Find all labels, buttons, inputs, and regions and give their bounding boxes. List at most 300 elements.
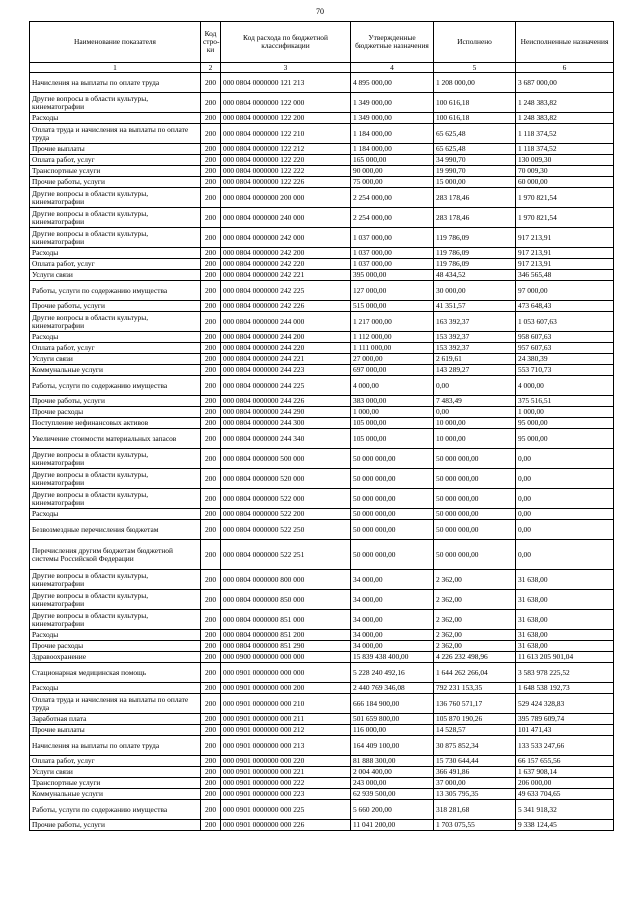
row-name: Оплата работ, услуг bbox=[30, 259, 201, 270]
row-executed: 19 990,70 bbox=[434, 166, 516, 177]
table-row bbox=[30, 177, 614, 188]
row-line-code: 200 bbox=[201, 177, 221, 188]
header-number: 6 bbox=[516, 63, 614, 73]
row-unexecuted: 4 000,00 bbox=[516, 376, 614, 396]
row-unexecuted: 5 341 918,32 bbox=[516, 800, 614, 820]
row-name: Работы, услуги по содержанию имущества bbox=[30, 281, 201, 301]
table-row bbox=[30, 449, 614, 469]
row-unexecuted: 1 053 607,63 bbox=[516, 312, 614, 332]
row-executed: 119 786,09 bbox=[434, 248, 516, 259]
row-name: Транспортные услуги bbox=[30, 166, 201, 177]
row-name: Оплата работ, услуг bbox=[30, 343, 201, 354]
row-name: Другие вопросы в области культуры, кинематографии bbox=[30, 93, 201, 113]
row-line-code: 200 bbox=[201, 248, 221, 259]
row-approved: 62 939 500,00 bbox=[351, 789, 434, 800]
row-expense-code: 000 0804 0000000 851 200 bbox=[221, 630, 351, 641]
header-unexecuted: Неисполненные назначения bbox=[516, 22, 614, 63]
header-number: 1 bbox=[30, 63, 201, 73]
row-unexecuted: 0,00 bbox=[516, 520, 614, 540]
row-approved: 50 000 000,00 bbox=[351, 449, 434, 469]
row-expense-code: 000 0804 0000000 851 290 bbox=[221, 641, 351, 652]
row-unexecuted: 3 687 000,00 bbox=[516, 73, 614, 93]
header-executed: Исполнено bbox=[434, 22, 516, 63]
table-row bbox=[30, 354, 614, 365]
row-line-code: 200 bbox=[201, 767, 221, 778]
row-name: Другие вопросы в области культуры, кинематографии bbox=[30, 208, 201, 228]
table-row bbox=[30, 520, 614, 540]
row-name: Другие вопросы в области культуры, кинематографии bbox=[30, 449, 201, 469]
row-expense-code: 000 0804 0000000 122 000 bbox=[221, 93, 351, 113]
table-row bbox=[30, 756, 614, 767]
row-line-code: 200 bbox=[201, 208, 221, 228]
row-executed: 48 434,52 bbox=[434, 270, 516, 281]
row-line-code: 200 bbox=[201, 281, 221, 301]
row-name: Прочие расходы bbox=[30, 407, 201, 418]
row-approved: 50 000 000,00 bbox=[351, 540, 434, 570]
row-unexecuted: 24 380,39 bbox=[516, 354, 614, 365]
row-name: Перечисления другим бюджетам бюджетной системы Российской Федерации bbox=[30, 540, 201, 570]
row-expense-code: 000 0804 0000000 244 000 bbox=[221, 312, 351, 332]
row-unexecuted: 3 583 978 225,52 bbox=[516, 663, 614, 683]
row-unexecuted: 957 607,63 bbox=[516, 343, 614, 354]
row-approved: 34 000,00 bbox=[351, 630, 434, 641]
row-name: Увеличение стоимости материальных запасов bbox=[30, 429, 201, 449]
row-executed: 50 000 000,00 bbox=[434, 509, 516, 520]
row-name: Коммунальные услуги bbox=[30, 365, 201, 376]
row-name: Расходы bbox=[30, 509, 201, 520]
row-executed: 105 870 190,26 bbox=[434, 714, 516, 725]
row-approved: 1 349 000,00 bbox=[351, 113, 434, 124]
row-line-code: 200 bbox=[201, 73, 221, 93]
row-executed: 50 000 000,00 bbox=[434, 469, 516, 489]
row-unexecuted: 917 213,91 bbox=[516, 248, 614, 259]
row-approved: 2 254 000,00 bbox=[351, 188, 434, 208]
row-expense-code: 000 0804 0000000 122 200 bbox=[221, 113, 351, 124]
row-unexecuted: 553 710,73 bbox=[516, 365, 614, 376]
row-approved: 1 037 000,00 bbox=[351, 259, 434, 270]
row-unexecuted: 395 789 609,74 bbox=[516, 714, 614, 725]
row-line-code: 200 bbox=[201, 683, 221, 694]
row-name: Услуги связи bbox=[30, 354, 201, 365]
row-approved: 1 184 000,00 bbox=[351, 124, 434, 144]
row-approved: 90 000,00 bbox=[351, 166, 434, 177]
table-row bbox=[30, 396, 614, 407]
table-row bbox=[30, 641, 614, 652]
row-name: Другие вопросы в области культуры, кинематографии bbox=[30, 489, 201, 509]
row-executed: 2 362,00 bbox=[434, 641, 516, 652]
table-row bbox=[30, 166, 614, 177]
row-executed: 119 786,09 bbox=[434, 259, 516, 270]
row-unexecuted: 101 471,43 bbox=[516, 725, 614, 736]
row-line-code: 200 bbox=[201, 725, 221, 736]
row-expense-code: 000 0804 0000000 122 222 bbox=[221, 166, 351, 177]
row-approved: 4 895 000,00 bbox=[351, 73, 434, 93]
row-name: Оплата работ, услуг bbox=[30, 155, 201, 166]
row-unexecuted: 206 000,00 bbox=[516, 778, 614, 789]
row-line-code: 200 bbox=[201, 418, 221, 429]
row-expense-code: 000 0804 0000000 800 000 bbox=[221, 570, 351, 590]
row-line-code: 200 bbox=[201, 396, 221, 407]
row-executed: 153 392,37 bbox=[434, 332, 516, 343]
table-row bbox=[30, 714, 614, 725]
row-name: Начисления на выплаты по оплате труда bbox=[30, 736, 201, 756]
row-executed: 153 392,37 bbox=[434, 343, 516, 354]
row-line-code: 200 bbox=[201, 407, 221, 418]
row-name: Прочие работы, услуги bbox=[30, 301, 201, 312]
table-row bbox=[30, 789, 614, 800]
row-executed: 10 000,00 bbox=[434, 429, 516, 449]
row-name: Расходы bbox=[30, 683, 201, 694]
row-approved: 4 000,00 bbox=[351, 376, 434, 396]
row-expense-code: 000 0804 0000000 200 000 bbox=[221, 188, 351, 208]
table-row bbox=[30, 736, 614, 756]
row-line-code: 200 bbox=[201, 736, 221, 756]
row-executed: 100 616,18 bbox=[434, 113, 516, 124]
row-expense-code: 000 0804 0000000 244 225 bbox=[221, 376, 351, 396]
row-expense-code: 000 0804 0000000 522 200 bbox=[221, 509, 351, 520]
header-number: 5 bbox=[434, 63, 516, 73]
row-name: Безвозмездные перечисления бюджетам bbox=[30, 520, 201, 540]
row-approved: 34 000,00 bbox=[351, 590, 434, 610]
row-unexecuted: 97 000,00 bbox=[516, 281, 614, 301]
table-row bbox=[30, 113, 614, 124]
row-expense-code: 000 0804 0000000 244 221 bbox=[221, 354, 351, 365]
row-expense-code: 000 0804 0000000 242 000 bbox=[221, 228, 351, 248]
row-expense-code: 000 0804 0000000 242 225 bbox=[221, 281, 351, 301]
row-unexecuted: 1 118 374,52 bbox=[516, 144, 614, 155]
row-approved: 27 000,00 bbox=[351, 354, 434, 365]
row-unexecuted: 9 338 124,45 bbox=[516, 820, 614, 831]
row-executed: 7 483,49 bbox=[434, 396, 516, 407]
row-executed: 318 281,68 bbox=[434, 800, 516, 820]
header-number: 3 bbox=[221, 63, 351, 73]
table-row bbox=[30, 509, 614, 520]
row-expense-code: 000 0804 0000000 522 250 bbox=[221, 520, 351, 540]
row-line-code: 200 bbox=[201, 714, 221, 725]
table-row bbox=[30, 767, 614, 778]
row-name: Стационарная медицинская помощь bbox=[30, 663, 201, 683]
table-row bbox=[30, 248, 614, 259]
row-executed: 2 362,00 bbox=[434, 610, 516, 630]
row-unexecuted: 958 607,63 bbox=[516, 332, 614, 343]
row-line-code: 200 bbox=[201, 641, 221, 652]
header-line-code: Код стро-ки bbox=[201, 22, 221, 63]
table-row bbox=[30, 332, 614, 343]
row-executed: 0,00 bbox=[434, 407, 516, 418]
row-unexecuted: 473 648,43 bbox=[516, 301, 614, 312]
table-row bbox=[30, 489, 614, 509]
row-line-code: 200 bbox=[201, 188, 221, 208]
row-line-code: 200 bbox=[201, 93, 221, 113]
row-line-code: 200 bbox=[201, 354, 221, 365]
row-line-code: 200 bbox=[201, 270, 221, 281]
row-expense-code: 000 0804 0000000 244 226 bbox=[221, 396, 351, 407]
row-name: Прочие расходы bbox=[30, 641, 201, 652]
row-executed: 119 786,09 bbox=[434, 228, 516, 248]
table-row bbox=[30, 188, 614, 208]
row-unexecuted: 1 000,00 bbox=[516, 407, 614, 418]
row-name: Услуги связи bbox=[30, 767, 201, 778]
row-line-code: 200 bbox=[201, 449, 221, 469]
table-row bbox=[30, 429, 614, 449]
row-line-code: 200 bbox=[201, 301, 221, 312]
row-expense-code: 000 0901 0000000 000 225 bbox=[221, 800, 351, 820]
row-expense-code: 000 0804 0000000 242 221 bbox=[221, 270, 351, 281]
row-expense-code: 000 0804 0000000 122 210 bbox=[221, 124, 351, 144]
row-approved: 50 000 000,00 bbox=[351, 489, 434, 509]
row-name: Работы, услуги по содержанию имущества bbox=[30, 800, 201, 820]
row-approved: 697 000,00 bbox=[351, 365, 434, 376]
row-approved: 395 000,00 bbox=[351, 270, 434, 281]
row-unexecuted: 346 565,48 bbox=[516, 270, 614, 281]
row-expense-code: 000 0804 0000000 500 000 bbox=[221, 449, 351, 469]
row-name: Оплата труда и начисления на выплаты по оплате труда bbox=[30, 124, 201, 144]
header-number: 2 bbox=[201, 63, 221, 73]
table-row bbox=[30, 683, 614, 694]
row-executed: 34 990,70 bbox=[434, 155, 516, 166]
row-line-code: 200 bbox=[201, 113, 221, 124]
row-executed: 2 619,61 bbox=[434, 354, 516, 365]
row-name: Расходы bbox=[30, 630, 201, 641]
row-line-code: 200 bbox=[201, 820, 221, 831]
table-row bbox=[30, 259, 614, 270]
row-executed: 13 305 795,35 bbox=[434, 789, 516, 800]
row-unexecuted: 0,00 bbox=[516, 469, 614, 489]
row-approved: 1 037 000,00 bbox=[351, 228, 434, 248]
table-row bbox=[30, 301, 614, 312]
row-name: Прочие выплаты bbox=[30, 144, 201, 155]
row-approved: 1 111 000,00 bbox=[351, 343, 434, 354]
row-expense-code: 000 0804 0000000 850 000 bbox=[221, 590, 351, 610]
row-executed: 143 289,27 bbox=[434, 365, 516, 376]
row-unexecuted: 1 648 538 192,73 bbox=[516, 683, 614, 694]
row-unexecuted: 0,00 bbox=[516, 489, 614, 509]
table-body bbox=[30, 73, 614, 831]
table-row bbox=[30, 820, 614, 831]
row-expense-code: 000 0804 0000000 522 251 bbox=[221, 540, 351, 570]
table-row bbox=[30, 590, 614, 610]
row-unexecuted: 0,00 bbox=[516, 540, 614, 570]
row-name: Транспортные услуги bbox=[30, 778, 201, 789]
row-executed: 50 000 000,00 bbox=[434, 540, 516, 570]
row-expense-code: 000 0901 0000000 000 200 bbox=[221, 683, 351, 694]
row-expense-code: 000 0901 0000000 000 210 bbox=[221, 694, 351, 714]
row-name: Прочие работы, услуги bbox=[30, 396, 201, 407]
row-expense-code: 000 0804 0000000 244 300 bbox=[221, 418, 351, 429]
header-name: Наименование показателя bbox=[30, 22, 201, 63]
row-expense-code: 000 0804 0000000 121 213 bbox=[221, 73, 351, 93]
row-executed: 50 000 000,00 bbox=[434, 449, 516, 469]
row-name: Заработная плата bbox=[30, 714, 201, 725]
table-row bbox=[30, 343, 614, 354]
row-line-code: 200 bbox=[201, 469, 221, 489]
row-executed: 2 362,00 bbox=[434, 590, 516, 610]
row-executed: 2 362,00 bbox=[434, 630, 516, 641]
row-expense-code: 000 0901 0000000 000 213 bbox=[221, 736, 351, 756]
row-name: Другие вопросы в области культуры, кинематографии bbox=[30, 610, 201, 630]
row-name: Другие вопросы в области культуры, кинематографии bbox=[30, 590, 201, 610]
row-unexecuted: 31 638,00 bbox=[516, 641, 614, 652]
row-unexecuted: 1 970 821,54 bbox=[516, 208, 614, 228]
row-executed: 2 362,00 bbox=[434, 570, 516, 590]
row-name: Прочие работы, услуги bbox=[30, 177, 201, 188]
row-approved: 1 000,00 bbox=[351, 407, 434, 418]
row-approved: 1 217 000,00 bbox=[351, 312, 434, 332]
row-executed: 283 178,46 bbox=[434, 208, 516, 228]
row-expense-code: 000 0804 0000000 244 220 bbox=[221, 343, 351, 354]
row-expense-code: 000 0804 0000000 122 212 bbox=[221, 144, 351, 155]
table-row bbox=[30, 570, 614, 590]
table-row bbox=[30, 469, 614, 489]
row-approved: 127 000,00 bbox=[351, 281, 434, 301]
table-row bbox=[30, 778, 614, 789]
row-name: Здравоохранение bbox=[30, 652, 201, 663]
table-row bbox=[30, 93, 614, 113]
row-approved: 34 000,00 bbox=[351, 570, 434, 590]
row-expense-code: 000 0804 0000000 244 200 bbox=[221, 332, 351, 343]
row-executed: 100 616,18 bbox=[434, 93, 516, 113]
row-name: Прочие работы, услуги bbox=[30, 820, 201, 831]
row-executed: 283 178,46 bbox=[434, 188, 516, 208]
row-expense-code: 000 0804 0000000 244 223 bbox=[221, 365, 351, 376]
row-name: Оплата работ, услуг bbox=[30, 756, 201, 767]
row-approved: 2 004 400,00 bbox=[351, 767, 434, 778]
row-unexecuted: 133 533 247,66 bbox=[516, 736, 614, 756]
row-executed: 50 000 000,00 bbox=[434, 489, 516, 509]
row-executed: 1 644 262 266,04 bbox=[434, 663, 516, 683]
row-name: Начисления на выплаты по оплате труда bbox=[30, 73, 201, 93]
row-approved: 2 254 000,00 bbox=[351, 208, 434, 228]
row-executed: 14 528,57 bbox=[434, 725, 516, 736]
row-unexecuted: 917 213,91 bbox=[516, 228, 614, 248]
table-row bbox=[30, 228, 614, 248]
row-name: Другие вопросы в области культуры, кинематографии bbox=[30, 188, 201, 208]
row-unexecuted: 1 970 821,54 bbox=[516, 188, 614, 208]
row-line-code: 200 bbox=[201, 144, 221, 155]
row-line-code: 200 bbox=[201, 343, 221, 354]
budget-execution-table bbox=[29, 21, 614, 831]
row-approved: 11 041 200,00 bbox=[351, 820, 434, 831]
row-unexecuted: 130 009,30 bbox=[516, 155, 614, 166]
row-approved: 105 000,00 bbox=[351, 429, 434, 449]
row-unexecuted: 1 248 383,82 bbox=[516, 93, 614, 113]
row-unexecuted: 31 638,00 bbox=[516, 590, 614, 610]
row-executed: 366 491,86 bbox=[434, 767, 516, 778]
table-row bbox=[30, 407, 614, 418]
table-row bbox=[30, 630, 614, 641]
row-name: Прочие выплаты bbox=[30, 725, 201, 736]
table-row bbox=[30, 144, 614, 155]
row-executed: 1 208 000,00 bbox=[434, 73, 516, 93]
table-row bbox=[30, 610, 614, 630]
row-expense-code: 000 0804 0000000 240 000 bbox=[221, 208, 351, 228]
table-row bbox=[30, 208, 614, 228]
row-approved: 164 409 100,00 bbox=[351, 736, 434, 756]
header-number: 4 bbox=[351, 63, 434, 73]
row-line-code: 200 bbox=[201, 312, 221, 332]
row-name: Другие вопросы в области культуры, кинематографии bbox=[30, 228, 201, 248]
row-executed: 163 392,37 bbox=[434, 312, 516, 332]
row-approved: 1 037 000,00 bbox=[351, 248, 434, 259]
row-executed: 136 760 571,17 bbox=[434, 694, 516, 714]
row-name: Расходы bbox=[30, 113, 201, 124]
row-approved: 501 659 800,00 bbox=[351, 714, 434, 725]
row-unexecuted: 49 633 704,65 bbox=[516, 789, 614, 800]
header-approved: Утвержденные бюджетные назначения bbox=[351, 22, 434, 63]
row-unexecuted: 95 000,00 bbox=[516, 429, 614, 449]
row-approved: 105 000,00 bbox=[351, 418, 434, 429]
row-line-code: 200 bbox=[201, 610, 221, 630]
row-line-code: 200 bbox=[201, 332, 221, 343]
row-expense-code: 000 0804 0000000 242 200 bbox=[221, 248, 351, 259]
row-approved: 75 000,00 bbox=[351, 177, 434, 188]
row-expense-code: 000 0901 0000000 000 220 bbox=[221, 756, 351, 767]
header-numbers-row bbox=[30, 63, 614, 73]
row-approved: 116 000,00 bbox=[351, 725, 434, 736]
row-unexecuted: 70 009,30 bbox=[516, 166, 614, 177]
row-line-code: 200 bbox=[201, 489, 221, 509]
row-executed: 37 000,00 bbox=[434, 778, 516, 789]
row-line-code: 200 bbox=[201, 429, 221, 449]
row-executed: 30 875 852,34 bbox=[434, 736, 516, 756]
row-unexecuted: 375 516,51 bbox=[516, 396, 614, 407]
row-executed: 4 226 232 498,96 bbox=[434, 652, 516, 663]
row-expense-code: 000 0804 0000000 242 220 bbox=[221, 259, 351, 270]
row-line-code: 200 bbox=[201, 365, 221, 376]
row-expense-code: 000 0901 0000000 000 212 bbox=[221, 725, 351, 736]
row-expense-code: 000 0804 0000000 244 340 bbox=[221, 429, 351, 449]
row-executed: 65 625,48 bbox=[434, 124, 516, 144]
row-unexecuted: 0,00 bbox=[516, 509, 614, 520]
row-expense-code: 000 0901 0000000 000 211 bbox=[221, 714, 351, 725]
row-name: Поступление нефинансовых активов bbox=[30, 418, 201, 429]
row-name: Расходы bbox=[30, 248, 201, 259]
row-line-code: 200 bbox=[201, 376, 221, 396]
table-row bbox=[30, 73, 614, 93]
row-line-code: 200 bbox=[201, 155, 221, 166]
table-row bbox=[30, 725, 614, 736]
row-approved: 50 000 000,00 bbox=[351, 509, 434, 520]
row-expense-code: 000 0804 0000000 242 226 bbox=[221, 301, 351, 312]
row-line-code: 200 bbox=[201, 778, 221, 789]
row-approved: 15 839 438 400,00 bbox=[351, 652, 434, 663]
row-unexecuted: 31 638,00 bbox=[516, 630, 614, 641]
row-line-code: 200 bbox=[201, 570, 221, 590]
row-executed: 792 231 153,35 bbox=[434, 683, 516, 694]
row-executed: 65 625,48 bbox=[434, 144, 516, 155]
row-line-code: 200 bbox=[201, 663, 221, 683]
row-unexecuted: 11 613 205 901,04 bbox=[516, 652, 614, 663]
table-row bbox=[30, 418, 614, 429]
row-unexecuted: 1 637 908,14 bbox=[516, 767, 614, 778]
row-line-code: 200 bbox=[201, 789, 221, 800]
row-executed: 0,00 bbox=[434, 376, 516, 396]
row-executed: 15 730 644,44 bbox=[434, 756, 516, 767]
row-line-code: 200 bbox=[201, 259, 221, 270]
row-approved: 515 000,00 bbox=[351, 301, 434, 312]
row-name: Услуги связи bbox=[30, 270, 201, 281]
row-name: Работы, услуги по содержанию имущества bbox=[30, 376, 201, 396]
row-executed: 30 000,00 bbox=[434, 281, 516, 301]
row-executed: 1 703 075,55 bbox=[434, 820, 516, 831]
row-unexecuted: 60 000,00 bbox=[516, 177, 614, 188]
row-name: Другие вопросы в области культуры, кинематографии bbox=[30, 570, 201, 590]
row-expense-code: 000 0804 0000000 244 290 bbox=[221, 407, 351, 418]
row-approved: 243 000,00 bbox=[351, 778, 434, 789]
row-line-code: 200 bbox=[201, 800, 221, 820]
row-expense-code: 000 0901 0000000 000 226 bbox=[221, 820, 351, 831]
page-number: 70 bbox=[316, 7, 324, 16]
